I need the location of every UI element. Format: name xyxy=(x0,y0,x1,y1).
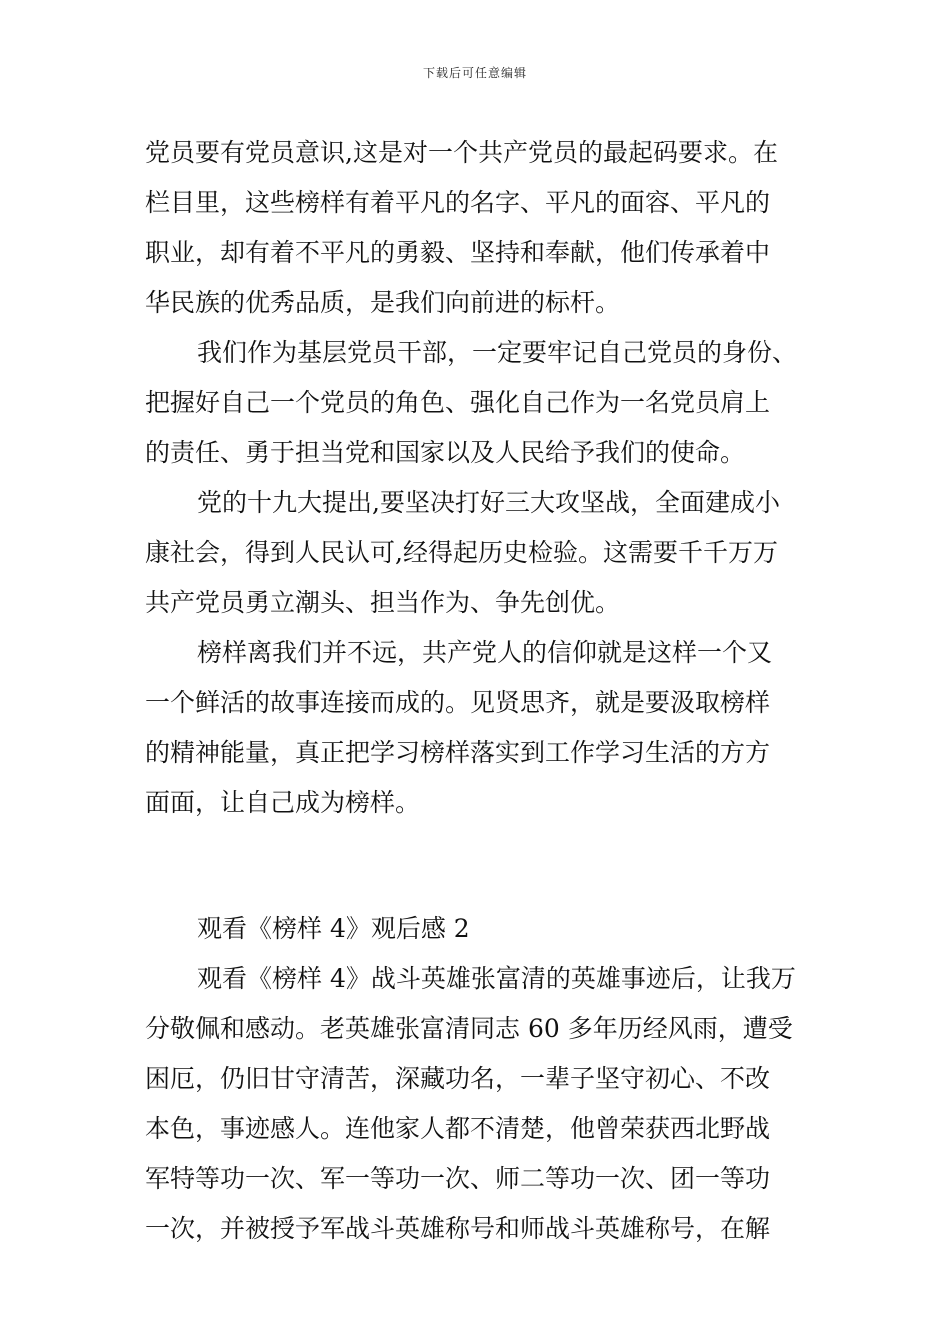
text-line: 的精神能量，真正把学习榜样落实到工作学习生活的方方 xyxy=(145,738,771,767)
text-line: 职业，却有着不平凡的勇毅、坚持和奉献，他们传承着中 xyxy=(145,238,771,267)
text-line: 一个鲜活的故事连接而成的。见贤思齐，就是要汲取榜样 xyxy=(145,688,771,717)
text-line: 华民族的优秀品质，是我们向前进的标杆。 xyxy=(145,288,621,317)
paragraph xyxy=(145,478,810,628)
text-line: 党员要有党员意识,这是对一个共产党员的最起码要求。在 xyxy=(145,138,778,167)
text-line: 分敬佩和感动。老英雄张富清同志 60 多年历经风雨，遭受 xyxy=(145,1014,793,1043)
text-line: 的责任、勇于担当党和国家以及人民给予我们的使命。 xyxy=(145,438,746,467)
page-header-note: 下载后可任意编辑 xyxy=(422,66,527,80)
text-line: 军特等功一次、军一等功一次、师二等功一次、团一等功 xyxy=(145,1164,771,1193)
text-line: 面面，让自己成为榜样。 xyxy=(145,788,421,817)
paragraph xyxy=(145,628,810,828)
paragraph xyxy=(145,328,810,478)
text-line: 把握好自己一个党员的角色、强化自己作为一名党员肩上 xyxy=(145,388,771,417)
text-line: 共产党员勇立潮头、担当作为、争先创优。 xyxy=(145,588,621,617)
text-line: 党的十九大提出,要坚决打好三大攻坚战，全面建成小 xyxy=(197,488,780,517)
text-line: 本色，事迹感人。连他家人都不清楚，他曾荣获西北野战 xyxy=(145,1114,771,1143)
paragraph xyxy=(145,128,810,328)
text-line: 康社会，得到人民认可,经得起历史检验。这需要千千万万 xyxy=(145,538,778,567)
paragraph xyxy=(145,954,810,1254)
text-line: 一次，并被授予军战斗英雄称号和师战斗英雄称号，在解 xyxy=(145,1214,771,1243)
document-body xyxy=(145,128,810,1254)
text-line: 栏目里，这些榜样有着平凡的名字、平凡的面容、平凡的 xyxy=(145,188,771,217)
section-heading: 观看《榜样 4》观后感 2 xyxy=(197,914,470,943)
text-line: 榜样离我们并不远，共产党人的信仰就是这样一个又 xyxy=(197,638,773,667)
text-line: 我们作为基层党员干部，一定要牢记自己党员的身份、 xyxy=(197,338,798,367)
section-gap xyxy=(145,828,810,904)
text-line: 观看《榜样 4》战斗英雄张富清的英雄事迹后，让我万 xyxy=(197,964,796,993)
text-line: 困厄，仍旧甘守清苦，深藏功名，一辈子坚守初心、不改 xyxy=(145,1064,771,1093)
